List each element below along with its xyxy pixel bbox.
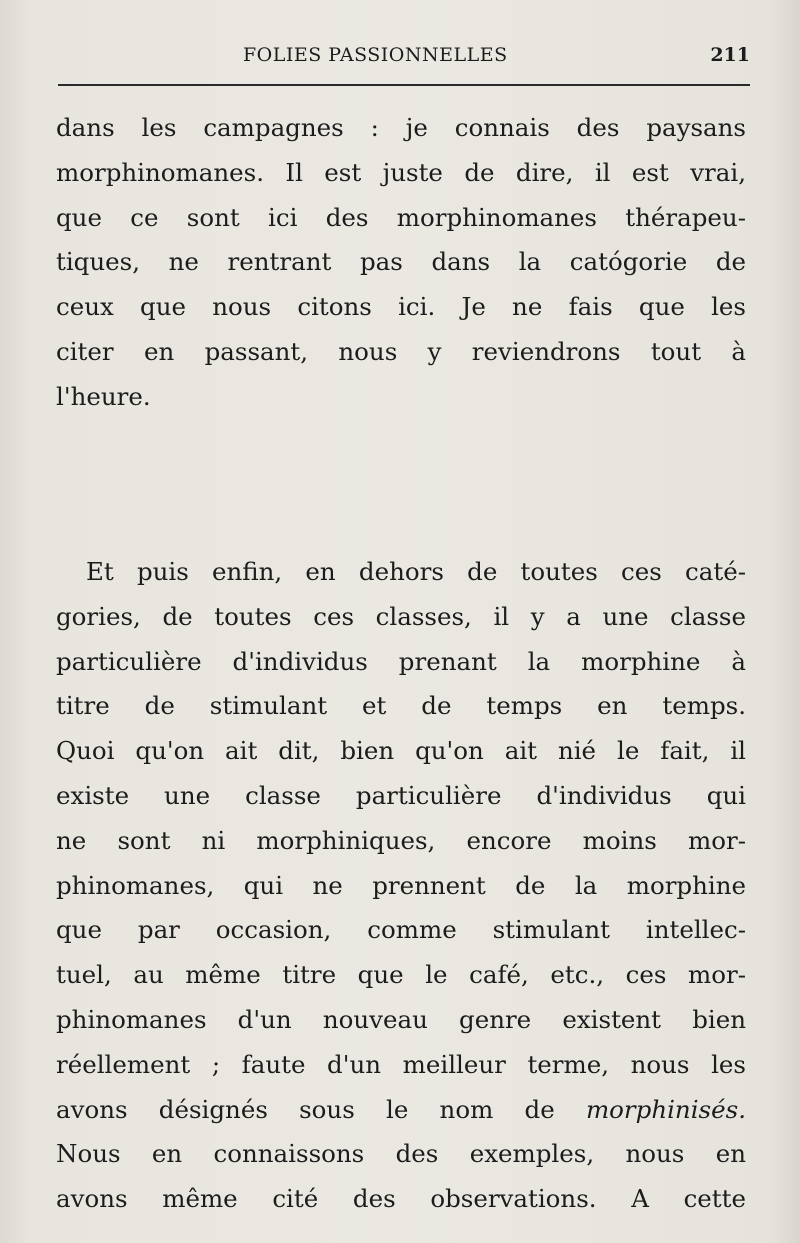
- text-line: titre de stimulant et de temps en temps.: [56, 691, 746, 721]
- page-number: 211: [710, 44, 750, 66]
- paragraph-1: [56, 106, 746, 420]
- text-line: existe une classe particulière d'individus qui: [56, 780, 746, 810]
- header-rule: [58, 84, 750, 86]
- text-line: réellement ; faute d'un meilleur terme, nous les: [56, 1049, 746, 1079]
- text-line: phinomanes d'un nouveau genre existent bien: [56, 1004, 746, 1034]
- text-line: que ce sont ici des morphinomanes thérapeu-: [56, 202, 746, 232]
- text-line: dans les campagnes : je connais des paysans: [56, 113, 746, 142]
- text-line: phinomanes, qui ne prennent de la morphine: [56, 870, 746, 900]
- text-line-with-italic: [56, 1088, 746, 1133]
- text-line: ne sont ni morphiniques, encore moins mor-: [56, 825, 746, 855]
- text-line: ceux que nous citons ici. Je ne fais que les: [56, 292, 746, 322]
- text-line: Quoi qu'on ait dit, bien qu'on ait nié le fait, il: [56, 736, 746, 766]
- running-title: FOLIES PASSIONNELLES: [243, 44, 508, 66]
- paragraph-2: [56, 550, 746, 1222]
- text-run: avons désignés sous le nom de: [56, 1094, 555, 1124]
- text-line: morphinomanes. Il est juste de dire, il est vrai,: [56, 157, 746, 187]
- italic-term: morphinisés.: [585, 1094, 746, 1124]
- text-line: l'heure.: [56, 381, 151, 411]
- text-line: Et puis enfin, en dehors de toutes ces caté-: [86, 557, 746, 586]
- running-header: [58, 44, 758, 74]
- text-line: avons même cité des observations. A cette: [56, 1184, 746, 1214]
- text-line: Nous en connaissons des exemples, nous en: [56, 1139, 746, 1169]
- text-line: tiques, ne rentrant pas dans la catógorie de: [56, 247, 746, 277]
- text-line: gories, de toutes ces classes, il y a une classe: [56, 601, 746, 631]
- text-line: tuel, au même titre que le café, etc., ces mor-: [56, 960, 746, 990]
- text-line: que par occasion, comme stimulant intellec-: [56, 915, 746, 945]
- text-line: particulière d'individus prenant la morphine à: [56, 646, 746, 676]
- text-line: citer en passant, nous y reviendrons tout à: [56, 336, 746, 366]
